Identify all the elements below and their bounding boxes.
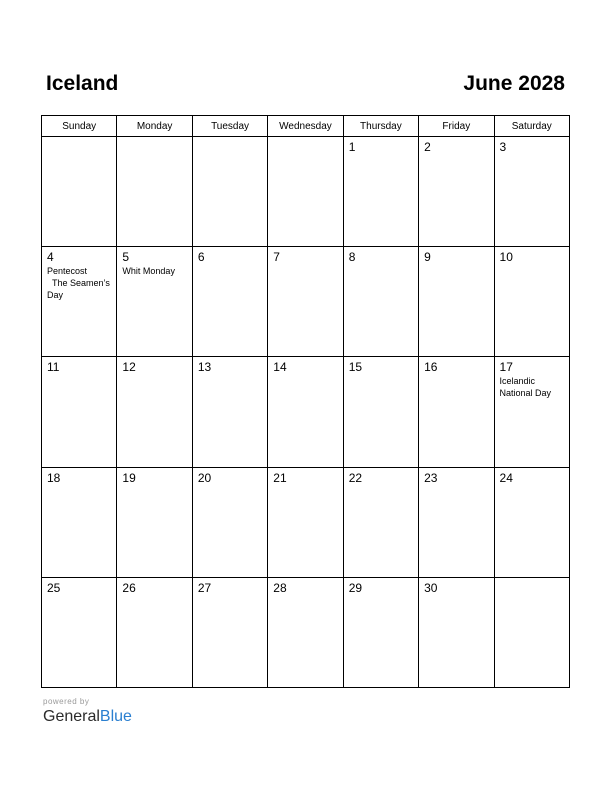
calendar-day-cell — [494, 137, 569, 247]
day-number: 4 — [47, 250, 54, 265]
calendar-day-cell — [343, 577, 418, 687]
holiday-label: The Seamen’s Day — [47, 278, 113, 301]
day-number: 17 — [499, 360, 513, 375]
day-number: 8 — [348, 250, 356, 265]
calendar-day-cell — [268, 357, 343, 467]
calendar-day-cell — [419, 247, 494, 357]
weekday-header: Friday — [419, 116, 494, 137]
day-number: 22 — [348, 470, 363, 485]
calendar-week-row — [42, 577, 570, 687]
calendar-month-title: June 2028 — [463, 72, 565, 95]
calendar-day-cell — [268, 247, 343, 357]
weekday-header: Monday — [117, 116, 192, 137]
calendar-country-title: Iceland — [46, 72, 119, 95]
day-number: 6 — [197, 250, 205, 265]
day-number: 13 — [197, 360, 212, 375]
calendar-day-cell — [494, 577, 569, 687]
brand-logo — [43, 708, 132, 726]
brand-blue-text: Blue — [99, 708, 132, 725]
calendar-day-cell — [117, 467, 192, 577]
calendar-day-cell — [343, 467, 418, 577]
calendar-day-cell — [192, 577, 267, 687]
weekday-header: Sunday — [42, 116, 117, 137]
day-number: 14 — [273, 360, 287, 375]
calendar-day-cell — [117, 577, 192, 687]
footer-branding — [43, 697, 132, 726]
calendar-day-cell — [419, 467, 494, 577]
calendar-day-cell — [42, 467, 117, 577]
weekday-header: Tuesday — [192, 116, 267, 137]
calendar-day-cell — [268, 577, 343, 687]
calendar-week-row — [42, 357, 570, 467]
brand-general-text: General — [43, 708, 100, 725]
holiday-label: Whit Monday — [122, 266, 175, 277]
day-number: 30 — [424, 580, 438, 595]
calendar-day-cell — [192, 467, 267, 577]
day-number: 21 — [273, 470, 287, 485]
day-number: 15 — [348, 360, 363, 375]
holiday-label: Pentecost — [47, 266, 88, 277]
day-number: 3 — [499, 140, 507, 154]
calendar-body — [42, 137, 570, 688]
calendar-week-row — [42, 137, 570, 247]
weekday-header: Wednesday — [268, 116, 343, 137]
calendar-day-cell — [42, 137, 117, 247]
day-number: 1 — [348, 140, 356, 154]
calendar-day-cell — [494, 247, 569, 357]
calendar-day-cell — [494, 467, 569, 577]
day-number: 25 — [47, 580, 61, 595]
day-number: 20 — [197, 470, 212, 485]
day-events — [122, 265, 191, 277]
day-number: 18 — [47, 470, 61, 485]
calendar-day-cell — [494, 357, 569, 467]
calendar-day-cell — [192, 137, 267, 247]
calendar-day-cell — [419, 577, 494, 687]
day-number: 16 — [424, 360, 438, 375]
day-number: 7 — [273, 250, 280, 265]
holiday-label: Icelandic National Day — [499, 376, 552, 399]
day-number: 19 — [122, 470, 136, 485]
calendar-day-cell — [117, 137, 192, 247]
calendar-day-cell — [419, 137, 494, 247]
day-number: 2 — [424, 140, 431, 154]
calendar-day-cell — [343, 357, 418, 467]
day-number: 28 — [273, 580, 287, 595]
calendar-day-cell — [117, 357, 192, 467]
calendar-day-cell — [117, 247, 192, 357]
weekday-header: Thursday — [343, 116, 418, 137]
calendar-day-cell — [192, 247, 267, 357]
calendar-day-cell — [192, 357, 267, 467]
calendar-day-cell — [419, 357, 494, 467]
calendar-day-cell — [42, 577, 117, 687]
day-number: 23 — [424, 470, 438, 485]
calendar-grid — [41, 115, 570, 688]
day-number: 9 — [424, 250, 431, 265]
calendar-day-cell — [268, 467, 343, 577]
day-number: 5 — [122, 250, 130, 265]
day-events — [500, 375, 569, 399]
calendar-day-cell — [343, 137, 418, 247]
calendar-week-row — [42, 247, 570, 357]
calendar-day-cell — [268, 137, 343, 247]
day-number: 12 — [122, 360, 136, 375]
calendar-day-cell — [343, 247, 418, 357]
day-number: 24 — [499, 470, 513, 485]
day-number: 11 — [47, 360, 60, 375]
day-number: 27 — [197, 580, 212, 595]
weekday-header-row — [42, 116, 570, 137]
powered-by-label: powered by — [43, 697, 90, 706]
calendar-day-cell — [42, 247, 117, 357]
weekday-header: Saturday — [494, 116, 569, 137]
day-number: 10 — [499, 250, 513, 265]
day-events — [47, 265, 116, 301]
calendar-day-cell — [42, 357, 117, 467]
day-number: 29 — [348, 580, 363, 595]
calendar-week-row — [42, 467, 570, 577]
day-number: 26 — [122, 580, 136, 595]
